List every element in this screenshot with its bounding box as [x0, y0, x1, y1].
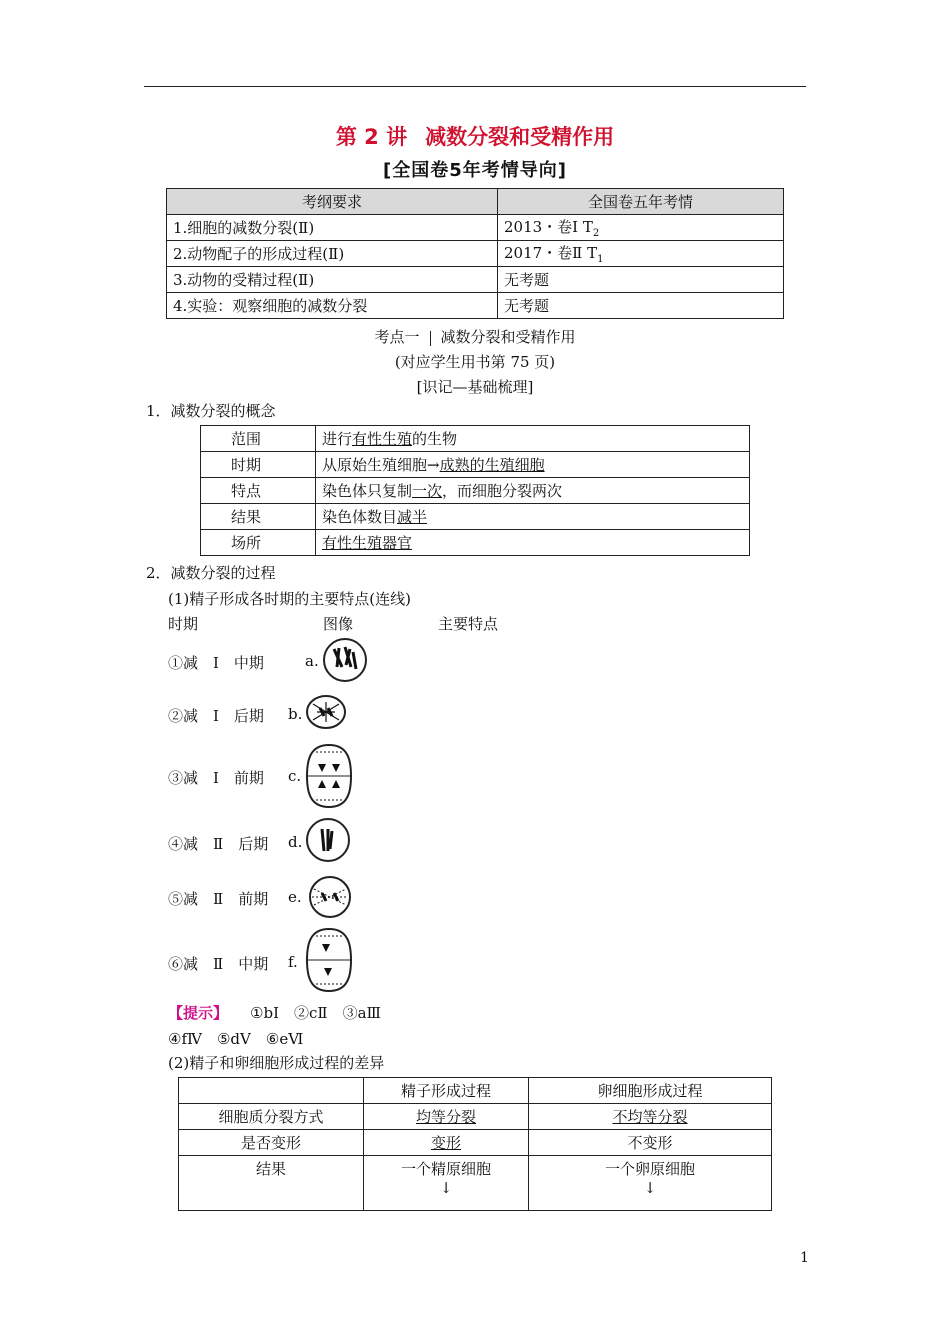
table-cell: 均等分裂 [364, 1104, 529, 1130]
table-row [179, 1130, 772, 1156]
stage-letter: c. [288, 767, 302, 785]
table-key: 结果 [179, 1156, 364, 1211]
stage-label: ③减 Ⅰ 前期 [168, 769, 264, 787]
diff-table [178, 1077, 772, 1211]
stage-label: ⑤减 Ⅱ 前期 [168, 890, 269, 908]
hint-line-2: ④fⅣ ⑤dⅤ ⑥eⅥ [168, 1030, 304, 1048]
table-key: 细胞质分裂方式 [179, 1104, 364, 1130]
page-subtitle: [全国卷5年考情导向] [383, 160, 567, 181]
header-rule [144, 86, 806, 87]
table-key: 结果 [201, 504, 316, 530]
section-tag: [识记—基础梳理] [416, 378, 534, 396]
stage-letter: e. [288, 888, 302, 906]
table-cell: 进行有性生殖的生物 [316, 426, 750, 452]
process-sub2: (2)精子和卵细胞形成过程的差异 [168, 1054, 385, 1072]
table-row [167, 241, 784, 267]
table-cell: 从原始生殖细胞→成熟的生殖细胞 [316, 452, 750, 478]
page-number: 1 [800, 1250, 809, 1266]
table-cell: 4.实验：观察细胞的减数分裂 [167, 293, 498, 319]
table-row [167, 267, 784, 293]
cell-diagram-e [306, 875, 354, 919]
exam-table-header: 全国卷五年考情 [498, 189, 784, 215]
table-cell: 2017・卷Ⅱ $T_1$ [498, 241, 784, 267]
table-key: 场所 [201, 530, 316, 556]
table-cell: 染色体数目减半 [316, 504, 750, 530]
table-cell: 2.动物配子的形成过程(Ⅱ) [167, 241, 498, 267]
table-cell: 无考题 [498, 267, 784, 293]
exam-table-header: 考纲要求 [167, 189, 498, 215]
table-cell: 不变形 [529, 1130, 772, 1156]
down-arrow-icon: ↓ [643, 1179, 657, 1197]
hint-label: 【提示】 [168, 1004, 229, 1022]
table-cell: 2013・卷Ⅰ $T_2$ [498, 215, 784, 241]
table-row [201, 452, 750, 478]
stage-label: ④减 Ⅱ 后期 [168, 835, 269, 853]
table-cell: 变形 [364, 1130, 529, 1156]
table-row [167, 293, 784, 319]
stage-letter: f. [288, 953, 298, 971]
col-image: 图像 [323, 615, 354, 633]
stage-label: ②减 Ⅰ 后期 [168, 707, 264, 725]
table-key: 范围 [201, 426, 316, 452]
table-cell: 一个卵原细胞 ↓ [529, 1156, 772, 1211]
down-arrow-icon: ↓ [439, 1179, 453, 1197]
table-cell: 有性生殖器官 [316, 530, 750, 556]
table-header [179, 1078, 364, 1104]
table-row [167, 215, 784, 241]
process-heading: 2．减数分裂的过程 [146, 564, 276, 582]
table-header: 精子形成过程 [364, 1078, 529, 1104]
table-cell: 1.细胞的减数分裂(Ⅱ) [167, 215, 498, 241]
stage-label: ⑥减 Ⅱ 中期 [168, 955, 269, 973]
concept-heading: 1．减数分裂的概念 [146, 402, 276, 420]
cell-diagram-f [304, 926, 354, 994]
table-row [201, 426, 750, 452]
process-sub1: (1)精子形成各时期的主要特点(连线) [168, 590, 411, 608]
lecture-number: 第 2 讲 [335, 125, 408, 149]
stage-letter: a. [305, 652, 319, 670]
stage-letter: d. [288, 833, 303, 851]
table-row [201, 504, 750, 530]
cell-diagram-a [320, 637, 370, 683]
table-row [179, 1104, 772, 1130]
table-key: 是否变形 [179, 1130, 364, 1156]
table-cell: 3.动物的受精过程(Ⅱ) [167, 267, 498, 293]
hint-line-1: 【提示】 ①bⅠ ②cⅡ ③aⅢ [168, 1004, 381, 1022]
kaodian-heading: 考点一 减数分裂和受精作用 [374, 328, 576, 346]
table-cell: 无考题 [498, 293, 784, 319]
book-reference: (对应学生用书第 75 页) [394, 353, 556, 371]
col-feature: 主要特点 [438, 615, 499, 633]
concept-table [200, 425, 750, 556]
exam-table [166, 188, 784, 319]
table-header: 卵细胞形成过程 [529, 1078, 772, 1104]
cell-diagram-b [305, 694, 347, 730]
stage-label: ①减 Ⅰ 中期 [168, 654, 264, 672]
stage-letter: b. [288, 705, 303, 723]
table-cell: 一个精原细胞 ↓ [364, 1156, 529, 1211]
cell-diagram-d [304, 817, 352, 863]
table-row [201, 530, 750, 556]
table-row [179, 1078, 772, 1104]
col-period: 时期 [168, 615, 199, 633]
table-key: 时期 [201, 452, 316, 478]
table-row [179, 1156, 772, 1211]
lecture-title: 减数分裂和受精作用 [425, 125, 615, 149]
page-title [0, 121, 950, 151]
table-cell: 不均等分裂 [529, 1104, 772, 1130]
table-row [201, 478, 750, 504]
arrow-icon: → [427, 456, 440, 474]
table-cell: 染色体只复制一次，而细胞分裂两次 [316, 478, 750, 504]
table-key: 特点 [201, 478, 316, 504]
cell-diagram-c [304, 742, 354, 810]
